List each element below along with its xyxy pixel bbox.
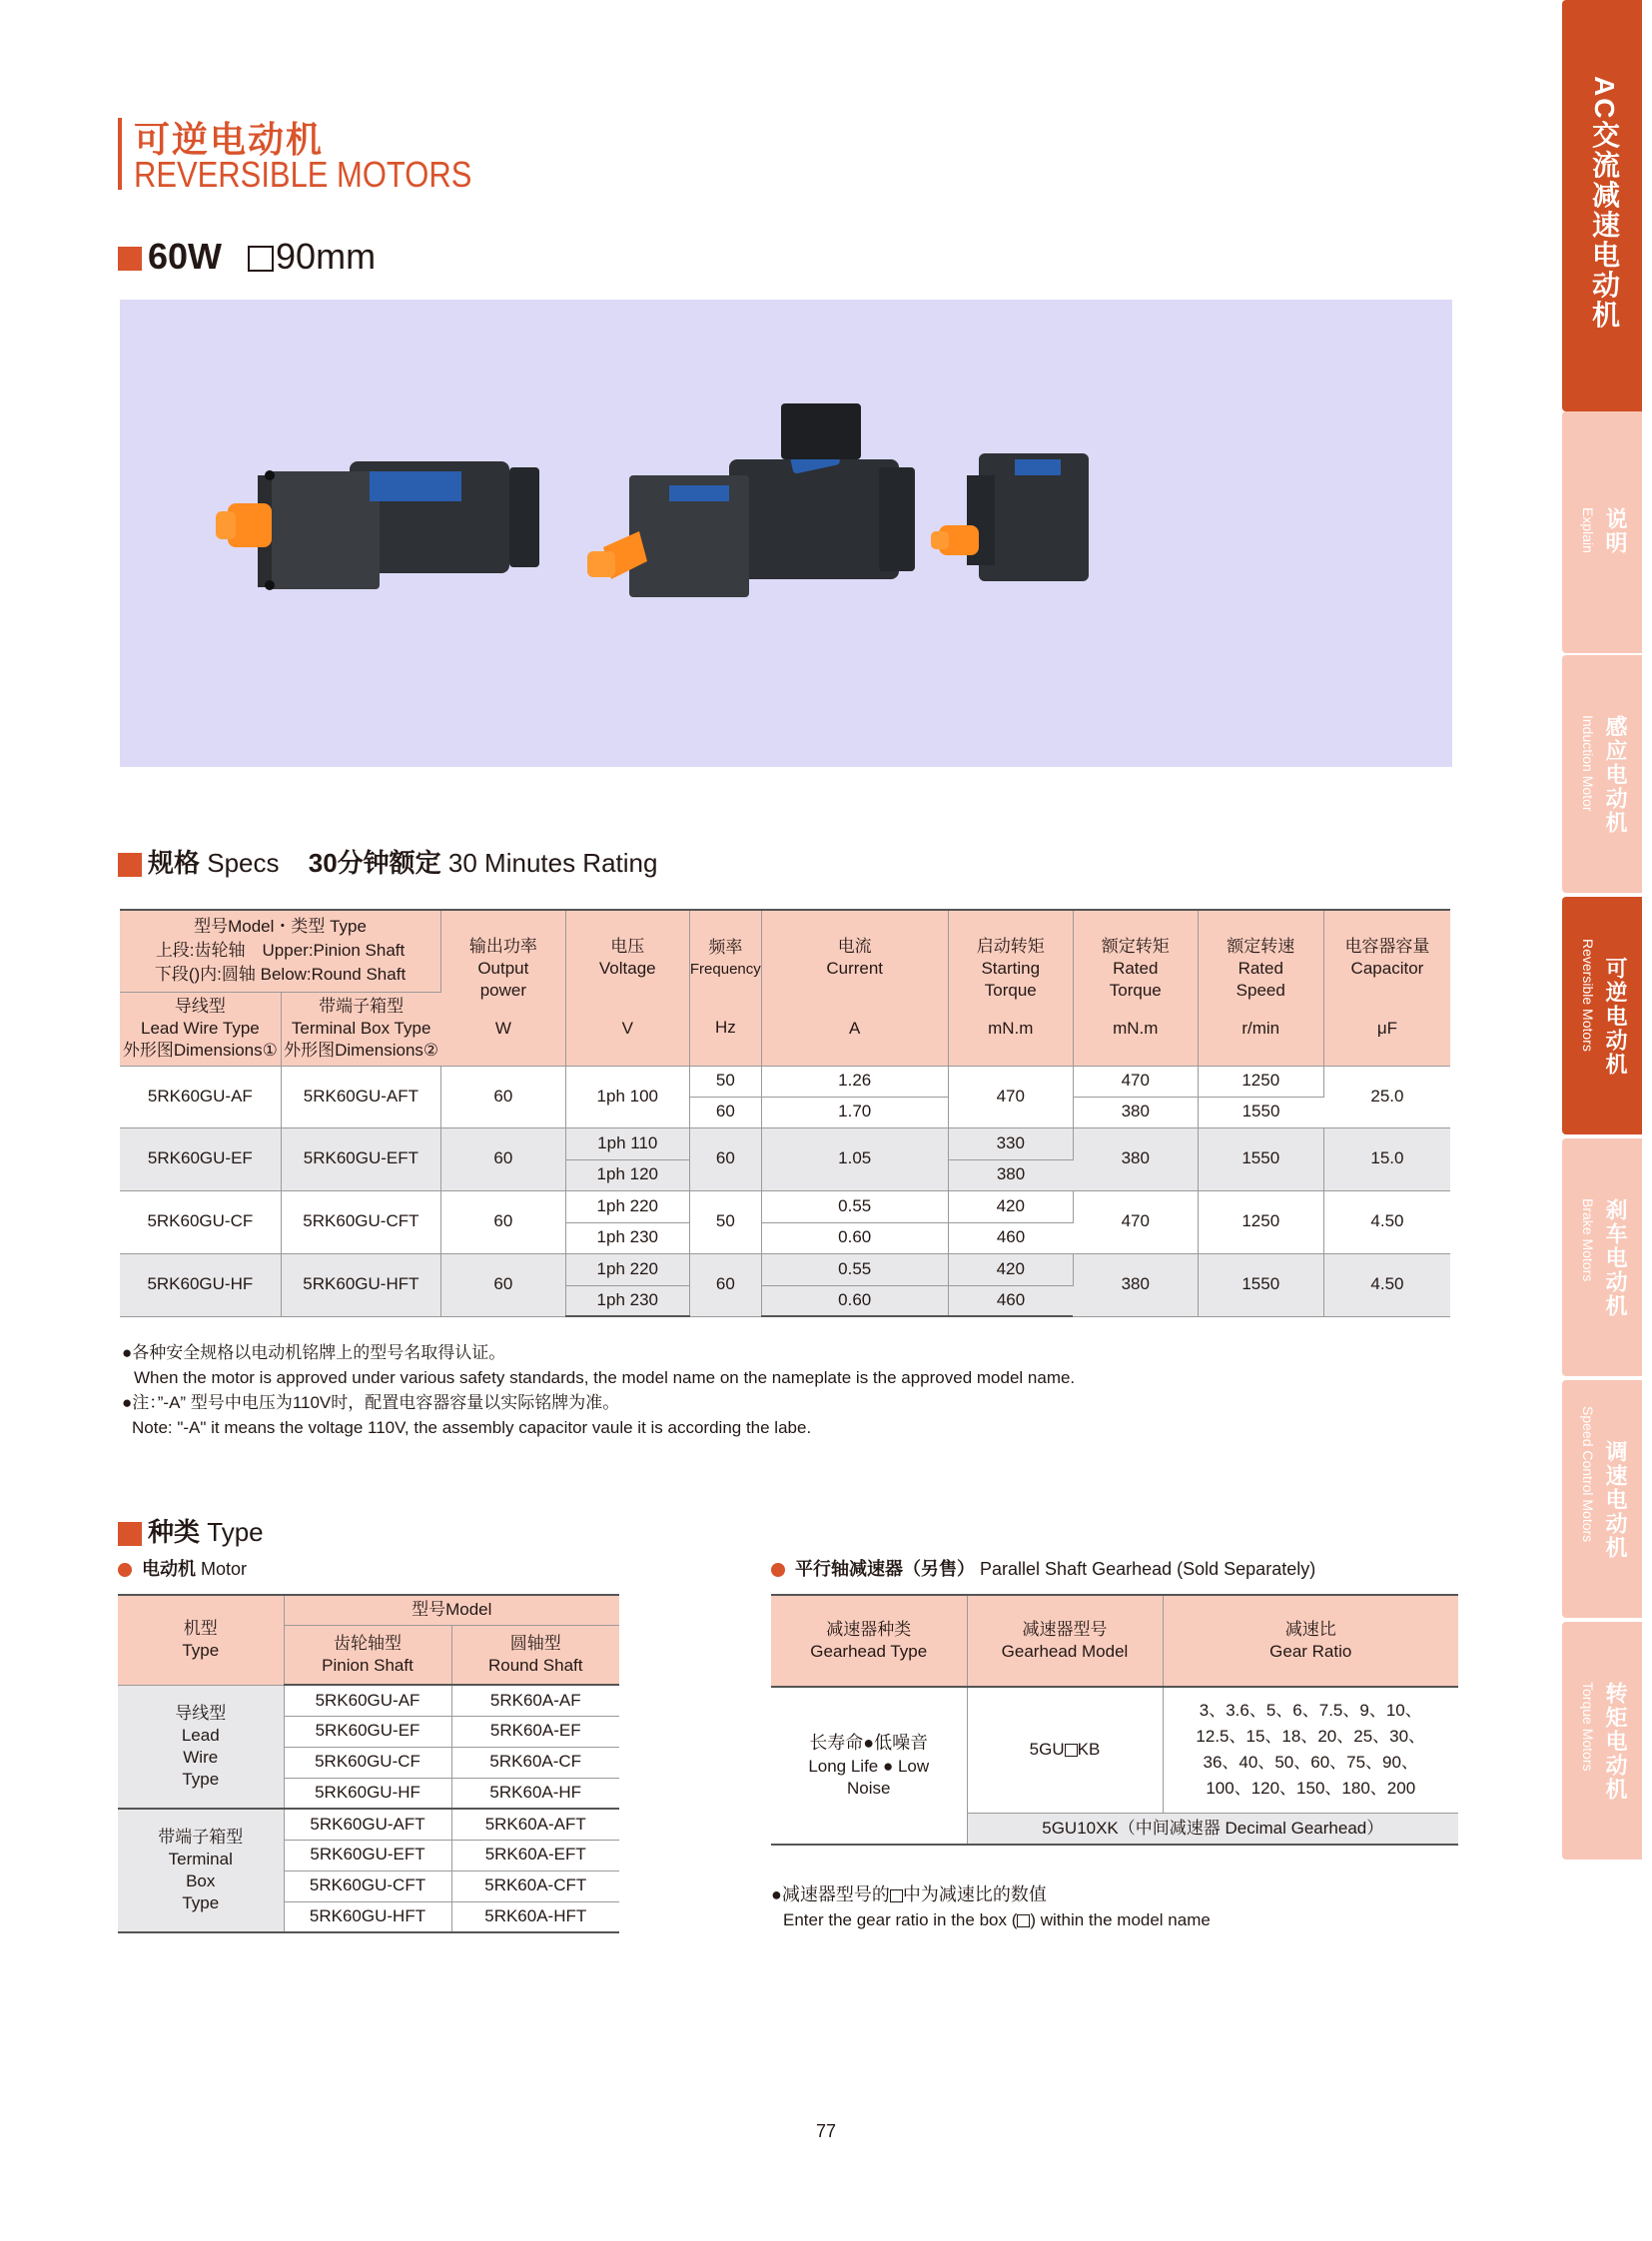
pinion-model: 5RK60GU-CF <box>284 1747 451 1778</box>
rated-torque-value: 380 <box>1073 1253 1198 1316</box>
table-row <box>120 1127 1450 1159</box>
pinion-model: 5RK60GU-EFT <box>284 1840 451 1870</box>
type-col-en: Type <box>182 1641 220 1661</box>
voltage-value: 1ph 110 <box>565 1127 689 1159</box>
model-type-label: 型号Model・类型 Type <box>194 917 367 937</box>
col-current-unit: A <box>849 1019 861 1039</box>
lead-wire-dim: 外形图Dimensions① <box>122 1041 278 1061</box>
col-frequency-cn: 频率 <box>708 938 743 958</box>
gearhead-model <box>967 1687 1163 1813</box>
col-frequency-unit: Hz <box>714 1018 736 1037</box>
sidebar-label-cn: 感应电动机 <box>1603 715 1628 835</box>
rated-torque-value: 470 <box>1073 1066 1198 1097</box>
col-rated-speed-en2: Speed <box>1236 981 1285 1001</box>
table-row <box>118 1685 619 1716</box>
sidebar-label-cn: 刹车电动机 <box>1603 1198 1628 1318</box>
capacitor-value: 4.50 <box>1323 1253 1450 1316</box>
motor-images <box>120 300 1452 767</box>
gearhead-subheading <box>771 1555 1315 1581</box>
pinion-model: 5RK60GU-HFT <box>284 1901 451 1932</box>
power-value: 60 <box>441 1127 566 1190</box>
round-model: 5RK60A-EFT <box>451 1840 619 1870</box>
motor-subheading <box>118 1555 247 1581</box>
power-value: 60 <box>441 1066 566 1127</box>
note-line: ●注：”-A” 型号中电压为110V时，配置电容器容量以实际铭牌为准。 <box>122 1393 620 1412</box>
rating-cn: 30分钟额定 <box>308 848 441 878</box>
gearhead-model-col-en: Gearhead Model <box>1001 1642 1129 1661</box>
power-value: 60 <box>441 1253 566 1316</box>
col-capacitor-cn: 电容器容量 <box>1344 937 1430 957</box>
voltage-value: 1ph 230 <box>565 1285 689 1316</box>
sidebar-label-en: Induction Motor <box>1580 715 1596 812</box>
model-lead: 5RK60GU-AF <box>120 1066 281 1127</box>
col-current-cn: 电流 <box>837 937 872 957</box>
terminal-group-cn: 带端子箱型 <box>158 1827 244 1847</box>
col-rated-torque-en2: Torque <box>1109 981 1162 1001</box>
lead-wire-cn: 导线型 <box>174 996 226 1016</box>
lead-group-en: Type <box>182 1769 220 1789</box>
col-rated-torque-en: Rated <box>1113 959 1159 979</box>
ratio-box-icon <box>1017 1914 1030 1927</box>
pinion-model: 5RK60GU-EF <box>284 1716 451 1747</box>
starting-torque-value: 330 <box>948 1127 1073 1159</box>
col-power-en2: power <box>479 981 526 1001</box>
gearhead-type-cn: 长寿命●低噪音 <box>809 1733 929 1754</box>
rated-speed-value: 1250 <box>1198 1066 1323 1097</box>
round-col-en: Round Shaft <box>487 1655 583 1675</box>
table-row <box>120 1190 1450 1222</box>
starting-torque-value: 420 <box>948 1190 1073 1222</box>
frequency-value: 50 <box>689 1190 761 1253</box>
sidebar-label-en: Speed Control Motors <box>1580 1406 1596 1543</box>
current-value: 1.70 <box>761 1097 948 1127</box>
starting-torque-value: 380 <box>948 1159 1073 1190</box>
current-value: 1.26 <box>761 1066 948 1097</box>
capacitor-value: 15.0 <box>1323 1127 1450 1190</box>
model-lead: 5RK60GU-EF <box>120 1127 281 1190</box>
page-title-cn: 可逆电动机 <box>134 119 325 160</box>
rated-speed-value: 1550 <box>1198 1253 1323 1316</box>
starting-torque-value: 460 <box>948 1222 1073 1253</box>
sidebar-item-reversible[interactable] <box>1562 897 1642 1134</box>
rated-speed-value: 1550 <box>1198 1097 1323 1127</box>
rated-torque-value: 380 <box>1073 1097 1198 1127</box>
title-accent-bar <box>118 118 122 190</box>
sidebar-item-speed-control[interactable] <box>1562 1380 1642 1618</box>
sidebar-item-torque[interactable] <box>1562 1622 1642 1860</box>
gear-ratio-line: 36、40、50、60、75、90、 <box>1203 1753 1418 1773</box>
col-rated-torque-unit: mN.m <box>1113 1019 1159 1039</box>
col-power-en: Output <box>477 959 529 979</box>
type-heading-en: Type <box>207 1517 264 1547</box>
starting-torque-value: 470 <box>948 1066 1073 1127</box>
capacitor-value: 25.0 <box>1323 1066 1450 1127</box>
power-rating: 60W <box>148 236 223 277</box>
pinion-model: 5RK60GU-CFT <box>284 1870 451 1901</box>
gearhead-model-suffix: KB <box>1077 1740 1101 1760</box>
model-terminal: 5RK60GU-AFT <box>281 1066 440 1127</box>
round-model: 5RK60A-CFT <box>451 1870 619 1901</box>
model-terminal: 5RK60GU-HFT <box>281 1253 440 1316</box>
lead-group-en: Wire <box>183 1747 219 1767</box>
table-row <box>120 1066 1450 1097</box>
col-power-cn: 输出功率 <box>468 937 537 957</box>
col-voltage-cn: 电压 <box>610 937 645 957</box>
table-row <box>118 1809 619 1840</box>
current-value: 0.55 <box>761 1253 948 1285</box>
col-power-unit: W <box>494 1019 511 1039</box>
sidebar-label-cn: 说明 <box>1603 507 1628 555</box>
sidebar-label-en: Explain <box>1580 507 1596 553</box>
sidebar-label-cn: 可逆电动机 <box>1603 957 1628 1077</box>
model-terminal: 5RK60GU-EFT <box>281 1127 440 1190</box>
frame-size: 90mm <box>276 236 377 277</box>
pinion-model: 5RK60GU-AF <box>284 1685 451 1716</box>
current-value: 0.60 <box>761 1285 948 1316</box>
gearhead-note-en <box>771 1907 1211 1933</box>
note-en-post: ) within the model name <box>1030 1910 1211 1929</box>
sidebar-item-induction[interactable] <box>1562 655 1642 893</box>
square-bullet-icon <box>118 247 142 271</box>
gear-ratio-line: 12.5、15、18、20、25、30、 <box>1196 1727 1426 1747</box>
terminal-group-en: Type <box>182 1893 220 1913</box>
power-value: 60 <box>441 1190 566 1253</box>
motor-subheading-en: Motor <box>201 1559 248 1579</box>
pinion-model: 5RK60GU-HF <box>284 1778 451 1809</box>
terminal-box-dim: 外形图Dimensions② <box>284 1041 439 1061</box>
sidebar-item-explain[interactable] <box>1562 411 1642 653</box>
voltage-value: 1ph 100 <box>565 1066 689 1127</box>
voltage-value: 1ph 120 <box>565 1159 689 1190</box>
square-bullet-icon <box>118 1522 142 1546</box>
product-subtitle <box>118 236 376 278</box>
col-starting-torque-en2: Torque <box>984 981 1037 1001</box>
starting-torque-value: 420 <box>948 1253 1073 1285</box>
lead-group-en: Lead <box>181 1725 220 1745</box>
below-shaft-label: 下段()内:圆轴 Below:Round Shaft <box>154 965 407 985</box>
lead-wire-en: Lead Wire Type <box>140 1018 260 1038</box>
col-rated-speed-unit: r/min <box>1241 1019 1280 1039</box>
col-starting-torque-en: Starting <box>981 959 1041 979</box>
sidebar-item-ac-motors[interactable] <box>1562 0 1642 411</box>
model-lead: 5RK60GU-CF <box>120 1190 281 1253</box>
frequency-value: 60 <box>689 1253 761 1316</box>
table-row <box>120 1253 1450 1285</box>
page-title-en: REVERSIBLE MOTORS <box>134 154 472 195</box>
sidebar-label: AC交流减速电动机 <box>1589 76 1620 331</box>
col-voltage-en: Voltage <box>598 959 656 979</box>
square-size-icon <box>248 246 274 272</box>
rating-en: 30 Minutes Rating <box>447 848 658 878</box>
model-terminal: 5RK60GU-CFT <box>281 1190 440 1253</box>
rated-speed-value: 1550 <box>1198 1127 1323 1190</box>
sidebar-item-brake[interactable] <box>1562 1138 1642 1376</box>
round-model: 5RK60A-EF <box>451 1716 619 1747</box>
gear-ratio-col-cn: 减速比 <box>1284 1619 1336 1639</box>
gear-ratio-col-en: Gear Ratio <box>1269 1642 1352 1661</box>
decimal-gearhead: 5GU10XK（中间减速器 Decimal Gearhead） <box>967 1813 1458 1845</box>
rated-speed-value: 1250 <box>1198 1190 1323 1253</box>
sidebar-label-en: Torque Motors <box>1580 1682 1596 1772</box>
gearhead-heading-en: Parallel Shaft Gearhead (Sold Separately) <box>980 1559 1316 1579</box>
capacitor-value: 4.50 <box>1323 1190 1450 1253</box>
col-rated-speed-en: Rated <box>1238 959 1283 979</box>
specs-heading-en: Specs <box>207 848 280 878</box>
gearhead-heading-cn: 平行轴减速器（另售） <box>795 1559 975 1579</box>
spec-notes <box>122 1340 1075 1440</box>
voltage-value: 1ph 230 <box>565 1222 689 1253</box>
gearhead-image <box>931 453 1089 581</box>
gearhead-type-en: Noise <box>847 1778 891 1798</box>
type-heading <box>118 1512 264 1549</box>
bullet-dot-icon <box>118 1563 132 1577</box>
round-model: 5RK60A-CF <box>451 1747 619 1778</box>
gear-ratio-line: 3、3.6、5、6、7.5、9、10、 <box>1199 1701 1422 1721</box>
sidebar-label-cn: 转矩电动机 <box>1603 1682 1628 1802</box>
round-model: 5RK60A-HFT <box>451 1901 619 1932</box>
gearhead-model-prefix: 5GU <box>1029 1740 1065 1760</box>
pinion-model: 5RK60GU-AFT <box>284 1809 451 1840</box>
frequency-value: 50 <box>689 1066 761 1097</box>
terminal-box-cn: 带端子箱型 <box>319 996 405 1016</box>
type-heading-cn: 种类 <box>148 1517 201 1547</box>
col-starting-torque-unit: mN.m <box>988 1019 1034 1039</box>
gearhead-note-cn <box>771 1881 1211 1907</box>
voltage-value: 1ph 220 <box>565 1253 689 1285</box>
col-rated-speed-cn: 额定转速 <box>1227 937 1295 957</box>
note-cn-pre: ●减速器型号的 <box>771 1884 890 1904</box>
round-model: 5RK60A-HF <box>451 1778 619 1809</box>
col-capacitor-unit: μF <box>1376 1019 1398 1039</box>
gearhead-table <box>771 1594 1458 1846</box>
gearhead-type-col-en: Gearhead Type <box>810 1642 928 1661</box>
note-en-pre: Enter the gear ratio in the box ( <box>783 1910 1018 1929</box>
round-model: 5RK60A-AF <box>451 1685 619 1716</box>
motor-terminal-box-image <box>587 403 915 597</box>
gear-ratio-line: 100、120、150、180、200 <box>1206 1779 1416 1799</box>
frequency-value: 60 <box>689 1127 761 1190</box>
square-bullet-icon <box>118 853 142 877</box>
specs-heading <box>118 843 657 880</box>
ratio-box-icon <box>890 1889 903 1902</box>
round-col-cn: 圆轴型 <box>509 1633 561 1653</box>
current-value: 1.05 <box>761 1127 948 1190</box>
terminal-group-en: Terminal <box>168 1849 233 1868</box>
rated-torque-value: 470 <box>1073 1190 1198 1253</box>
terminal-group-en: Box <box>186 1871 216 1890</box>
starting-torque-value: 460 <box>948 1285 1073 1316</box>
ratio-box-icon <box>1065 1744 1078 1757</box>
col-frequency-en: Frequency <box>689 960 761 978</box>
note-line: ●各种安全规格以电动机铭牌上的型号名取得认证。 <box>122 1343 506 1362</box>
gearhead-model-col-cn: 减速器型号 <box>1022 1619 1108 1639</box>
bullet-dot-icon <box>771 1563 785 1577</box>
current-value: 0.60 <box>761 1222 948 1253</box>
col-rated-torque-cn: 额定转矩 <box>1101 937 1170 957</box>
gearhead-type-en: Long Life ● Low <box>808 1756 930 1776</box>
rated-torque-value: 380 <box>1073 1127 1198 1190</box>
motor-type-table <box>118 1594 619 1933</box>
col-voltage-unit: V <box>621 1019 633 1039</box>
page-number: 77 <box>815 2121 837 2141</box>
gearhead-note <box>771 1881 1211 1933</box>
table-row <box>771 1687 1458 1813</box>
note-line: Note: "-A" it means the voltage 110V, the assembly capacitor vaule it is according the labe. <box>132 1418 812 1437</box>
lead-group-cn: 导线型 <box>175 1703 227 1723</box>
model-lead: 5RK60GU-HF <box>120 1253 281 1316</box>
col-capacitor-en: Capacitor <box>1350 959 1424 979</box>
motor-subheading-cn: 电动机 <box>142 1559 196 1579</box>
round-model: 5RK60A-AFT <box>451 1809 619 1840</box>
frequency-value: 60 <box>689 1097 761 1127</box>
gearhead-type-col-cn: 减速器种类 <box>826 1619 912 1639</box>
spec-table <box>120 909 1450 1317</box>
col-current-en: Current <box>826 959 884 979</box>
voltage-value: 1ph 220 <box>565 1190 689 1222</box>
current-value: 0.55 <box>761 1190 948 1222</box>
note-cn-post: 中为减速比的数值 <box>902 1884 1047 1904</box>
model-col-header: 型号Model <box>284 1595 619 1625</box>
pinion-col-en: Pinion Shaft <box>322 1655 413 1675</box>
terminal-box-en: Terminal Box Type <box>291 1018 431 1038</box>
pinion-col-cn: 齿轮轴型 <box>334 1633 402 1653</box>
col-starting-torque-cn: 启动转矩 <box>976 937 1045 957</box>
upper-shaft-label: 上段:齿轮轴 Upper:Pinion Shaft <box>155 941 406 961</box>
specs-heading-cn: 规格 <box>148 848 201 878</box>
sidebar-label-cn: 调速电动机 <box>1603 1440 1628 1560</box>
motor-lead-wire-image <box>216 461 539 590</box>
sidebar-label-en: Reversible Motors <box>1580 939 1596 1052</box>
product-photo <box>120 300 1452 767</box>
type-col-cn: 机型 <box>183 1619 218 1639</box>
sidebar-label-en: Brake Motors <box>1580 1198 1596 1282</box>
note-line: When the motor is approved under various safety standards, the model name on the nameplate is the approved model name. <box>134 1368 1076 1387</box>
